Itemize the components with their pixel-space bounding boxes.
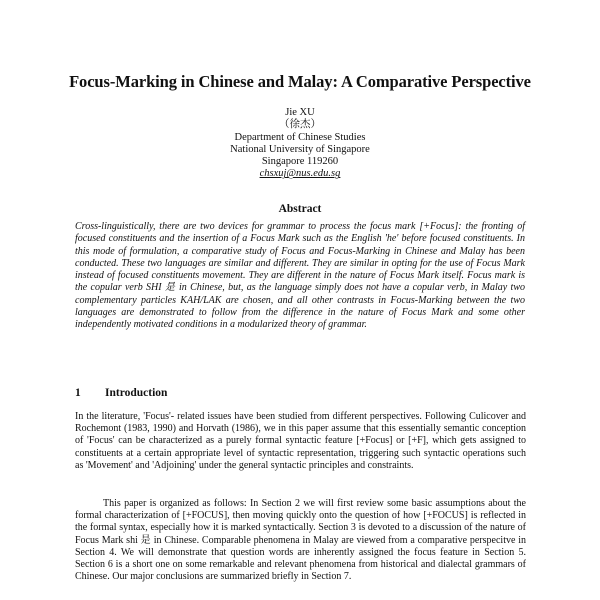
author-block (0, 107, 600, 181)
author-email-link[interactable]: chsxuj@nus.edu.sg (259, 168, 341, 180)
abstract-text: Cross-linguistically, there are two devices for grammar to process the focus mark [+Focus]: the fronting of focused constituents and the insertion of a Focus Mark such as the English 'he' before focused constituents. In this mode of formulation, a comparative study of Focus and Focus-Marking in Chinese and Malay has been conducted. These two languages are similar and different. They are similar in opting for the use of Focus Mark instead of focused constituents movement. They are different in the nature of Focus Mark itself. Focus mark is the copular verb SHI 是 in Chinese, but, as the language simply does not have a copular verb, in Malay two complementary particles KAH/LAK are chosen, and all other contrasts in Focus-Marking between the two languages are demonstrated to follow from the difference in the nature of Focus Mark and some other independently motivated conditions in a modularized theory of grammar. (75, 221, 525, 331)
author-address: Singapore 119260 (261, 156, 339, 168)
author-department: Department of Chinese Studies (234, 131, 366, 143)
body-paragraph-1: In the literature, 'Focus'- related issues have been studied from different perspectives. Following Culicover and Rochemont (1983, 1990) and Horvath (1986), we in this paper assume that this essentially semantic conception of 'Focus' can be characterized as a purely formal syntactic feature [+Focus] or [+F], which gets assigned to constituents at a certain appropriate level of syntactic representation, triggering such syntactic operations such as 'Movement' and 'Adjoining' under the general syntactic principles and constraints. (75, 411, 526, 471)
abstract-heading: Abstract (278, 203, 322, 215)
author-name: Jie XU (285, 107, 315, 118)
author-chinese-name: （徐杰） (279, 119, 321, 131)
section-heading (75, 387, 167, 399)
body-paragraph-2: This paper is organized as follows: In Section 2 we will first review some basic assumptions about the formal characterization of [+FOCUS], then moving quickly onto the question of how [+FOCUS] is reflected in the formal syntax, especially how it is marked syntactically. Section 3 is devoted to a discussion of the nature of Focus Mark shi 是 in Chinese. Comparable phenomena in Malay are viewed from a comparative perspecitve in Section 4. We will demonstrate that question words are inherently assigned the focus feature in Section 5. Section 6 is a short one on some remarkable and relevant phenomena from historical and dialectal grammars of Chinese. Our major conclusions are summarized briefly in Section 7. (75, 498, 526, 583)
section-number: 1 (75, 387, 81, 399)
paper-title: Focus-Marking in Chinese and Malay: A Comparative Perspective (69, 72, 531, 91)
section-title: Introduction (105, 387, 168, 399)
author-university: National University of Singapore (230, 143, 370, 155)
